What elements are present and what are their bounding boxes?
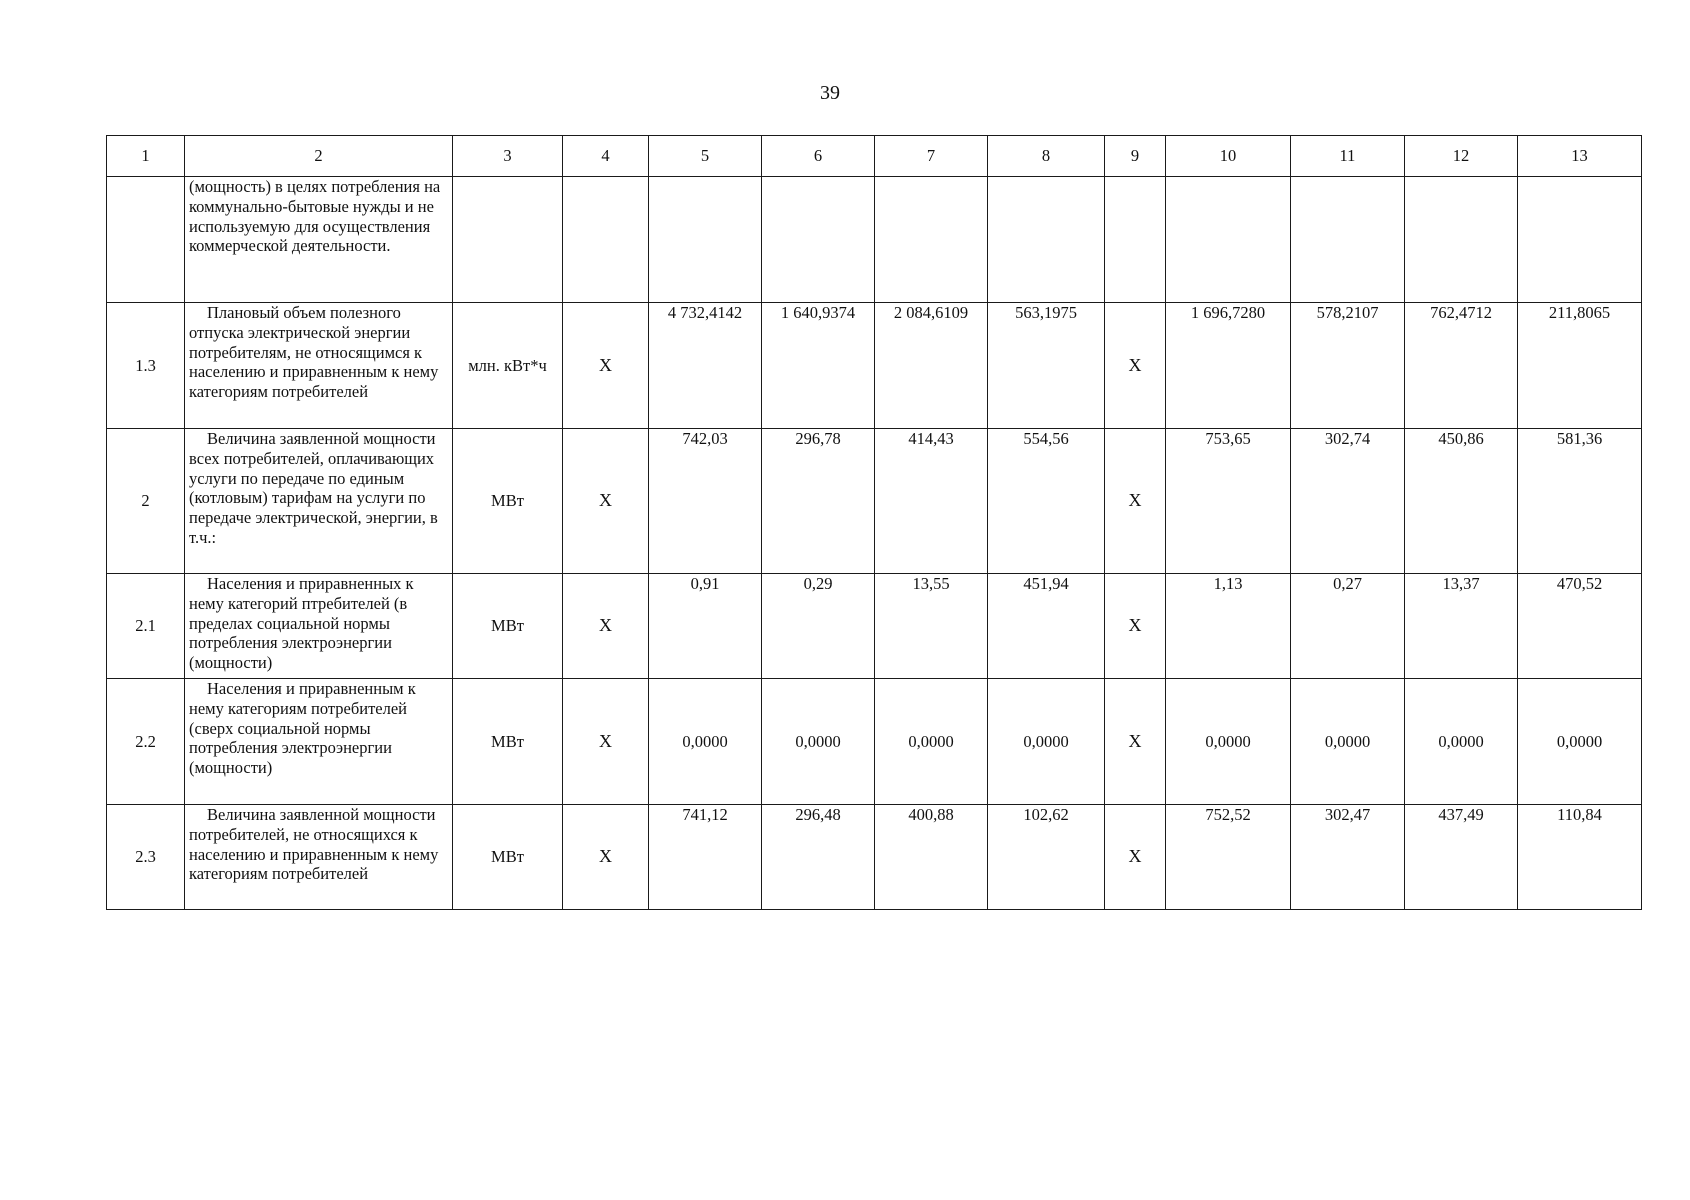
row-mark: X [563,679,649,805]
header-cell: 10 [1166,136,1291,177]
value-cell: 470,52 [1518,574,1642,679]
header-cell: 6 [762,136,875,177]
header-cell: 7 [875,136,988,177]
table-row [107,574,1642,679]
empty-cell [453,177,563,303]
value-cell: 450,86 [1405,429,1518,574]
row-description: Величина заявленной мощности всех потребителей, оплачивающих услуги по передаче по единым (котловым) тарифам на услуги по передаче электрической, энергии, в т.ч.: [185,429,453,574]
header-cell: 11 [1291,136,1405,177]
header-cell: 3 [453,136,563,177]
value-cell: 0,0000 [1291,679,1405,805]
empty-cell [1105,177,1166,303]
value-cell: 0,0000 [649,679,762,805]
tariff-table [106,135,1642,910]
empty-cell [1405,177,1518,303]
value-cell: 296,78 [762,429,875,574]
value-cell: 1 696,7280 [1166,303,1291,429]
value-cell: 563,1975 [988,303,1105,429]
value-cell: 414,43 [875,429,988,574]
header-cell: 12 [1405,136,1518,177]
row-id: 2 [107,429,185,574]
value-cell: 102,62 [988,805,1105,910]
value-cell: 578,2107 [1291,303,1405,429]
row-description: (мощность) в целях потребления на коммунально-бытовые нужды и не используемую для осуществления коммерческой деятельности. [185,177,453,303]
row-unit: МВт [453,679,563,805]
page-number: 39 [820,82,840,104]
row-description: Величина заявленной мощности потребителей, не относящихся к населению и приравненным к нему категориям потребителей [185,805,453,910]
header-cell: 5 [649,136,762,177]
header-cell: 13 [1518,136,1642,177]
value-cell: 0,0000 [1518,679,1642,805]
value-cell: 1 640,9374 [762,303,875,429]
empty-cell [762,177,875,303]
row-unit: МВт [453,429,563,574]
row-id [107,177,185,303]
value-cell: 554,56 [988,429,1105,574]
row-id: 1.3 [107,303,185,429]
header-cell: 8 [988,136,1105,177]
value-cell: 110,84 [1518,805,1642,910]
value-cell: 302,47 [1291,805,1405,910]
value-cell: 0,0000 [875,679,988,805]
value-cell: 753,65 [1166,429,1291,574]
row-mark: X [1105,679,1166,805]
empty-cell [649,177,762,303]
value-cell: 211,8065 [1518,303,1642,429]
row-mark: X [1105,429,1166,574]
row-mark: X [1105,574,1166,679]
value-cell: 762,4712 [1405,303,1518,429]
row-description: Населения и приравненных к нему категорий птребителей (в пределах социальной нормы потребления электроэнергии (мощности) [185,574,453,679]
value-cell: 0,0000 [762,679,875,805]
row-unit: МВт [453,574,563,679]
row-unit: млн. кВт*ч [453,303,563,429]
row-mark: X [563,574,649,679]
value-cell: 1,13 [1166,574,1291,679]
continuation-row [107,177,1642,303]
value-cell: 400,88 [875,805,988,910]
value-cell: 296,48 [762,805,875,910]
empty-cell [988,177,1105,303]
value-cell: 2 084,6109 [875,303,988,429]
header-cell: 2 [185,136,453,177]
value-cell: 0,29 [762,574,875,679]
row-id: 2.1 [107,574,185,679]
value-cell: 741,12 [649,805,762,910]
header-cell: 1 [107,136,185,177]
empty-cell [563,177,649,303]
row-description: Населения и приравненным к нему категориям потребителей (сверх социальной нормы потребления электроэнергии (мощности) [185,679,453,805]
value-cell: 0,91 [649,574,762,679]
row-mark: X [1105,303,1166,429]
value-cell: 0,0000 [1405,679,1518,805]
table-row [107,679,1642,805]
value-cell: 451,94 [988,574,1105,679]
empty-cell [875,177,988,303]
header-row [107,136,1642,177]
row-unit: МВт [453,805,563,910]
table-row [107,303,1642,429]
value-cell: 0,0000 [988,679,1105,805]
row-description: Плановый объем полезного отпуска электрической энергии потребителям, не относящимся к населению и приравненным к нему категориям потребителей [185,303,453,429]
empty-cell [1518,177,1642,303]
row-mark: X [563,805,649,910]
value-cell: 752,52 [1166,805,1291,910]
value-cell: 437,49 [1405,805,1518,910]
row-id: 2.2 [107,679,185,805]
row-id: 2.3 [107,805,185,910]
value-cell: 13,37 [1405,574,1518,679]
header-cell: 4 [563,136,649,177]
empty-cell [1291,177,1405,303]
value-cell: 4 732,4142 [649,303,762,429]
value-cell: 13,55 [875,574,988,679]
value-cell: 0,0000 [1166,679,1291,805]
table-row [107,805,1642,910]
table-row [107,429,1642,574]
empty-cell [1166,177,1291,303]
row-mark: X [563,303,649,429]
value-cell: 302,74 [1291,429,1405,574]
row-mark: X [563,429,649,574]
row-mark: X [1105,805,1166,910]
value-cell: 742,03 [649,429,762,574]
value-cell: 581,36 [1518,429,1642,574]
value-cell: 0,27 [1291,574,1405,679]
header-cell: 9 [1105,136,1166,177]
